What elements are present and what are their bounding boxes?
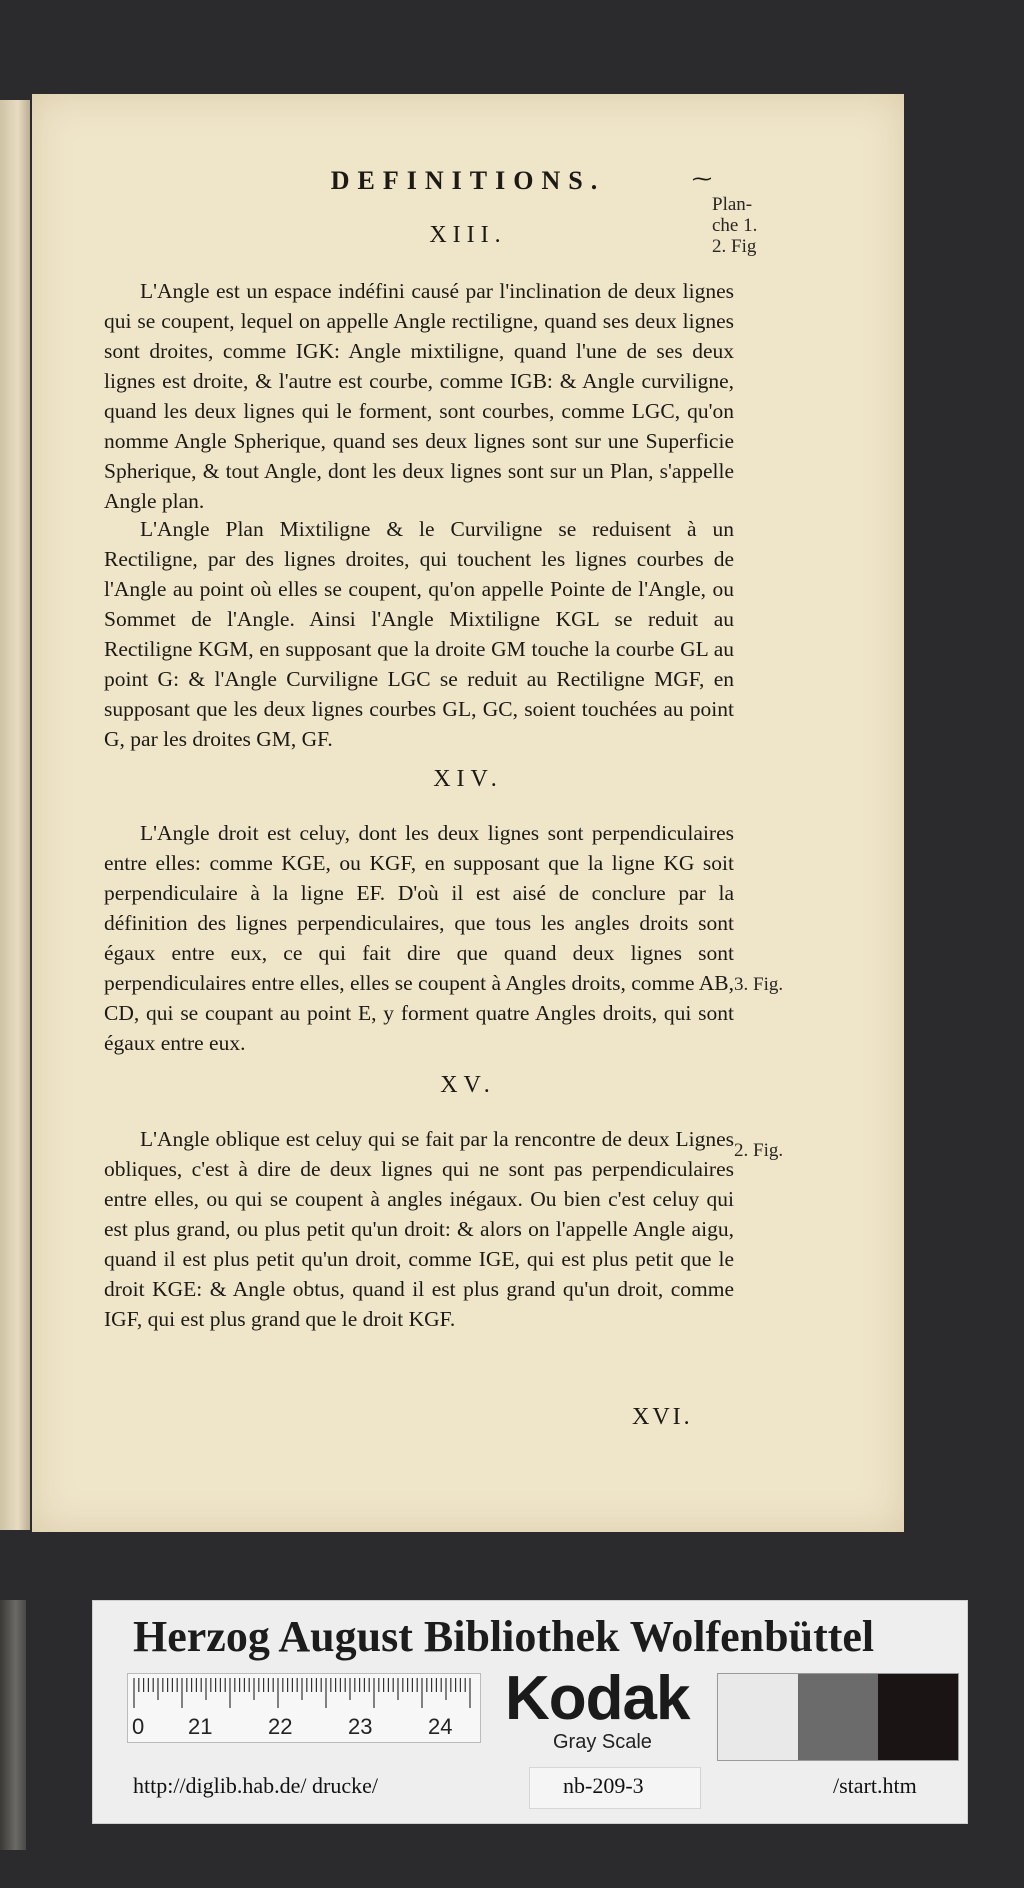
paragraph-13-1: L'Angle est un espace indéfini causé par l'inclination de deux lignes qui se coupent, lequel on appelle Angle rectiligne, quand ses deux lignes sont droites, comme IGK: Angle mixtiligne, quand l'une de ses deux lignes est droite, & l'autre est courbe, comme IGB: & Angle curviligne, quand les deux lignes qui le forment, sont courbes, comme LGC, qu'on nomme Angle Spherique, quand ses deux lignes sont sur une Superficie Spherique, & tout Angle, dont les deux lignes sont sur un Plan, s'appelle Angle plan.	[104, 279, 734, 513]
color-calibration-card	[92, 1600, 968, 1824]
ruler-scale	[127, 1673, 481, 1743]
running-head: DEFINITIONS.	[330, 166, 606, 195]
swatch-mid	[798, 1674, 878, 1760]
ruler-label-24: 24	[428, 1714, 453, 1739]
library-title: Herzog August Bibliothek Wolfenbüttel	[133, 1612, 875, 1661]
gray-swatches	[717, 1673, 959, 1761]
gray-scale-label: Gray Scale	[553, 1731, 652, 1753]
ruler-label-22: 22	[268, 1714, 293, 1739]
section-number-13: XIII.	[429, 222, 507, 248]
catchword: XVI.	[632, 1404, 693, 1430]
ruler-label-21: 21	[188, 1714, 213, 1739]
section-number-14: XIV.	[433, 766, 503, 792]
swatch-light	[718, 1674, 798, 1760]
book-page	[32, 94, 904, 1532]
ruler-label-23: 23	[348, 1714, 373, 1739]
margin-note-line: 2. Fig	[712, 236, 757, 257]
section-number-15: XV.	[440, 1072, 496, 1098]
paragraph-14-1: L'Angle droit est celuy, dont les deux lignes sont perpendiculaires entre elles: comme KGE, ou KGF, en supposant que la ligne KG soit perpendiculaire à la ligne EF. D'où il est aisé de conclure par la définition des lignes perpendiculaires, que tous les angles droits sont égaux entre eux, ce qui fait dire que quand deux lignes sont perpendiculaires entre elles, elles se coupent à Angles droits, comme AB, CD, qui se coupant au point E, y forment quatre Angles droits, qui sont égaux entre eux.	[104, 821, 734, 1055]
ornament-mark: ⁓	[692, 168, 712, 190]
swatch-dark	[878, 1674, 958, 1760]
digital-library-url: http://diglib.hab.de/ drucke/	[133, 1773, 379, 1798]
shelfmark: nb-209-3	[563, 1773, 644, 1798]
margin-note-line: Plan-	[712, 194, 753, 215]
adjacent-page-edge	[0, 100, 30, 1530]
margin-note-fig2: 2. Fig.	[734, 1140, 784, 1161]
ruler-label-0: 0	[132, 1714, 145, 1739]
margin-note-line: che 1.	[712, 215, 758, 236]
paragraph-15-1: L'Angle oblique est celuy qui se fait par la rencontre de deux Lignes obliques, c'est à dire de deux lignes qui ne sont pas perpendiculaires entre elles, ou qui se coupent à angles inégaux. Ou bien c'est celuy qui est plus grand, ou plus petit qu'un droit: & alors on l'appelle Angle aigu, quand il est plus petit qu'un droit, comme IGE, qui est plus petit que le droit KGE: & Angle obtus, quand il est plus grand qu'un droit, comme IGF, qui est plus grand que le droit KGF.	[104, 1127, 734, 1331]
kodak-logo: Kodak	[505, 1664, 690, 1733]
book-spine-edge	[0, 1600, 26, 1850]
paragraph-13-2: L'Angle Plan Mixtiligne & le Curviligne se reduisent à un Rectiligne, par des lignes droites, qui touchent les lignes courbes de l'Angle au point où elles se coupent, qu'on appelle Pointe de l'Angle, ou Sommet de l'Angle. Ainsi l'Angle Mixtiligne KGL se reduit au Rectiligne KGM, en supposant que la droite GM touche la courbe GL au point G: & l'Angle Curviligne LGC se reduit au Rectiligne MGF, en supposant que les deux lignes courbes GL, GC, soient touchées au point G, par les droites GM, GF.	[104, 517, 734, 751]
margin-note-fig3: 3. Fig.	[734, 974, 784, 995]
ruler-ticks	[128, 1674, 480, 1714]
start-path: /start.htm	[833, 1773, 917, 1798]
